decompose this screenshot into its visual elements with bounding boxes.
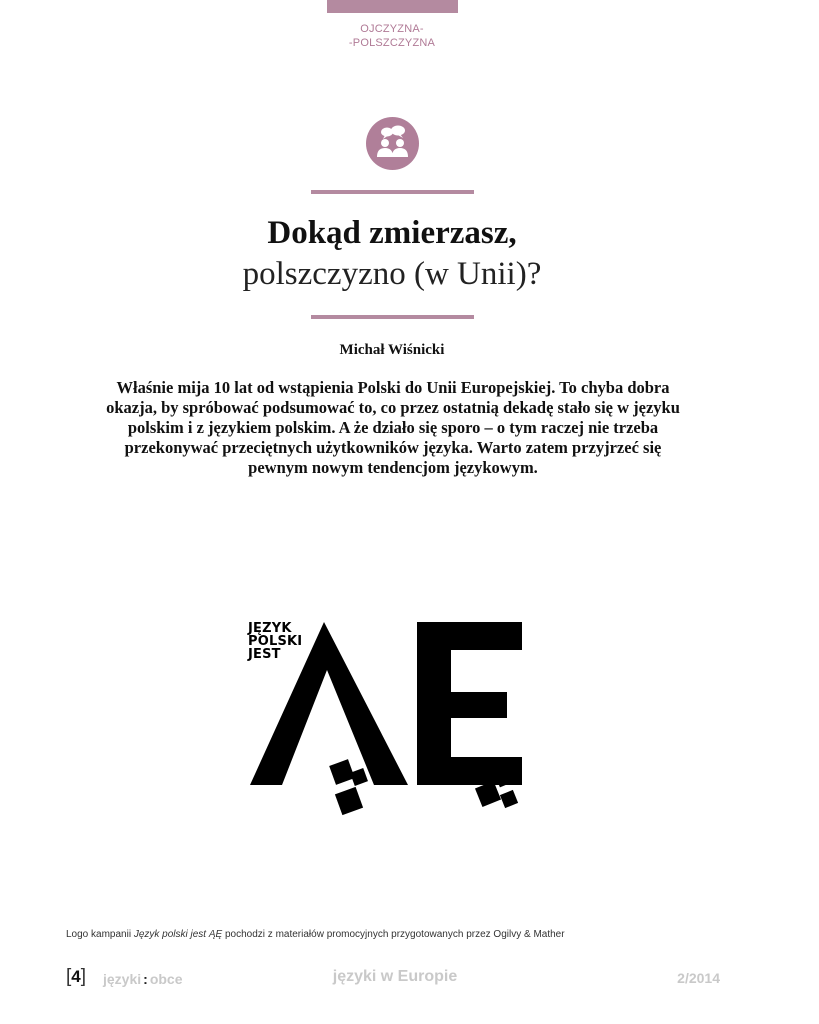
section-label-line1: OJCZYZNA- [360, 23, 424, 35]
section-label [292, 22, 492, 50]
title-regular: polszczyzno (w Unii)? [242, 256, 542, 292]
logo-text-line1: JĘZYK [248, 621, 292, 636]
bracket-close: ] [80, 966, 87, 987]
page-number-value: 4 [71, 967, 81, 986]
logo-text [248, 622, 302, 661]
logo-text-line3: JEST [248, 647, 281, 662]
caption-prefix: Logo kampanii [66, 929, 134, 940]
bracket-open: [ [66, 966, 72, 987]
article-lead: Właśnie mija 10 lat od wstąpienia Polski do Unii Europejskiej. To chyba dobra okazja, by spróbować podsumować to, co przez ostatnią dekadę stało się w języku polskim i z językiem polskim. A że działo się sporo – o tym raczej nie trzeba przekonywać przeciętnych użytkowników języka. Warto zatem przyjrzeć się pewnym nowym tendencjom językowym. [106, 378, 680, 477]
section-title-footer: języki w Europie [332, 968, 458, 985]
top-accent-bar [327, 0, 458, 13]
caption-italic: Język polski jest ĄĘ [133, 929, 223, 940]
title-rule-bottom [311, 315, 474, 319]
caption-suffix: pochodzi z materiałów promocyjnych przygotowanych przez Ogilvy & Mather [222, 929, 565, 940]
magazine-name-part1: języki [103, 971, 142, 987]
title-rule-top [311, 190, 474, 194]
title-bold: Dokąd zmierzasz, [267, 215, 517, 251]
author-name: Michał Wiśnicki [339, 342, 445, 358]
page-number [66, 966, 86, 988]
figure-caption [66, 929, 766, 940]
logo-text-line2: POLSKI [248, 634, 303, 649]
issue-number: 2/2014 [677, 970, 720, 986]
section-label-line2: -POLSZCZYZNA [348, 37, 436, 49]
page-footer [0, 966, 819, 996]
magazine-name [103, 971, 183, 987]
article-title [150, 212, 634, 294]
magazine-name-part2: obce [149, 971, 183, 987]
magazine-name-separator: : [143, 971, 148, 987]
campaign-logo [240, 612, 550, 822]
people-talking-icon [366, 117, 419, 170]
